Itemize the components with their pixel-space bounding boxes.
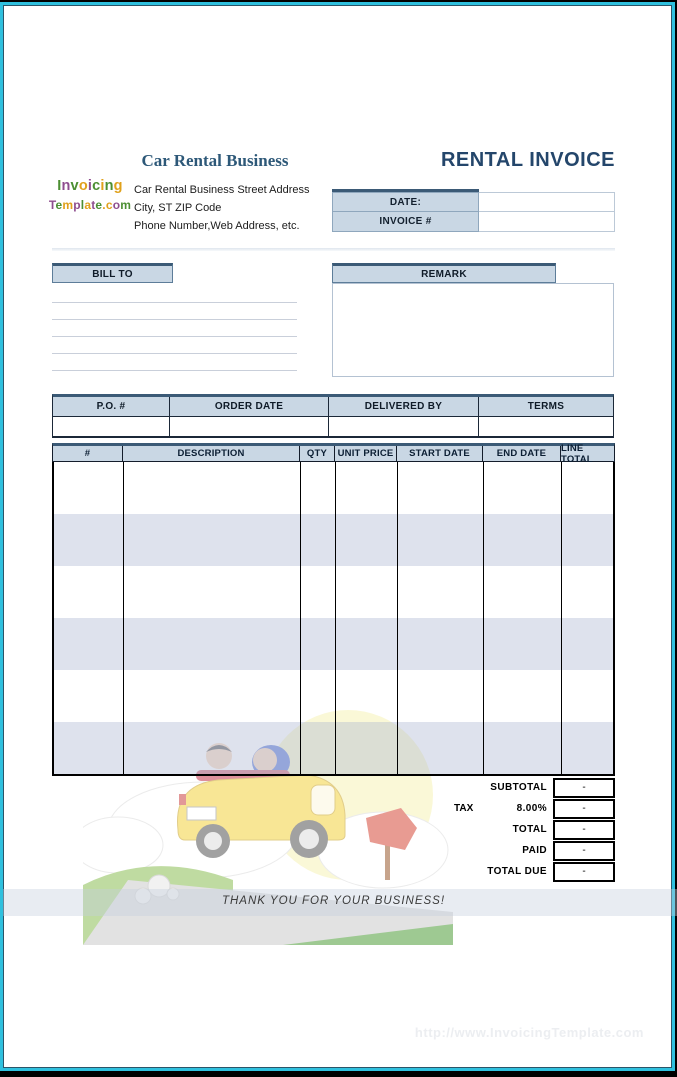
items-body (52, 462, 615, 776)
item-cell[interactable] (562, 462, 613, 514)
item-cell[interactable] (54, 514, 124, 566)
item-cell[interactable] (398, 670, 484, 722)
invoicing-template-logo (45, 177, 135, 215)
address-line1: Car Rental Business Street Address (134, 184, 310, 196)
logo-letter: g (113, 178, 123, 194)
item-cell[interactable] (398, 514, 484, 566)
company-name: Car Rental Business (141, 151, 289, 170)
logo-letter: n (104, 178, 114, 194)
item-cell[interactable] (301, 462, 336, 514)
logo-letter: t (91, 198, 96, 212)
invoice-number-label: INVOICE # (332, 212, 479, 232)
order-header-1: ORDER DATE (170, 397, 329, 416)
order-header-3: TERMS (527, 401, 565, 412)
bill-to-line-5[interactable] (52, 354, 297, 371)
header-divider (52, 248, 615, 251)
item-cell[interactable] (124, 618, 301, 670)
logo-letter: p (73, 198, 81, 212)
logo-letter: c (92, 178, 101, 194)
item-row-6 (54, 722, 613, 774)
order-info-headers (53, 397, 613, 416)
item-cell[interactable] (336, 722, 398, 774)
logo-letter: o (112, 198, 121, 212)
total-label: SUBTOTAL (490, 782, 547, 793)
order-info-values (53, 416, 613, 436)
invoice-page (0, 2, 675, 1071)
line-items-table (52, 443, 615, 776)
item-cell[interactable] (336, 462, 398, 514)
items-column-header-1: DESCRIPTION (123, 446, 300, 461)
item-cell[interactable] (301, 722, 336, 774)
items-column-header-6: LINE TOTAL (561, 442, 593, 465)
invoice-number-field[interactable] (479, 212, 615, 232)
address-line2: City, ST ZIP Code (134, 202, 222, 214)
item-cell[interactable] (124, 722, 301, 774)
item-row-5 (54, 670, 613, 722)
item-cell[interactable] (124, 670, 301, 722)
item-cell[interactable] (484, 722, 562, 774)
logo-letter: c (105, 198, 113, 212)
totals-section (356, 777, 615, 882)
bill-to-lines (52, 286, 297, 371)
invoice-number-row (332, 212, 615, 232)
item-cell[interactable] (336, 566, 398, 618)
item-cell[interactable] (484, 618, 562, 670)
total-row-paid (356, 840, 615, 861)
remark-field[interactable] (332, 283, 614, 377)
total-row-total (356, 819, 615, 840)
thank-you-message: THANK YOU FOR YOUR BUSINESS! (221, 895, 446, 907)
item-row-4 (54, 618, 613, 670)
remark-header: REMARK (332, 263, 556, 283)
item-cell[interactable] (336, 514, 398, 566)
item-cell[interactable] (301, 566, 336, 618)
item-cell[interactable] (562, 670, 613, 722)
item-cell[interactable] (484, 514, 562, 566)
item-cell[interactable] (301, 670, 336, 722)
order-value-field-2[interactable] (329, 417, 479, 436)
item-cell[interactable] (398, 462, 484, 514)
items-column-header-2: QTY (300, 446, 335, 461)
total-label: TOTAL (512, 824, 547, 835)
logo-letter: m (120, 198, 132, 212)
total-label: 8.00% (516, 803, 547, 814)
order-value-field-3[interactable] (479, 417, 613, 436)
item-cell[interactable] (336, 670, 398, 722)
total-value-box[interactable]: - (553, 799, 615, 819)
date-row (332, 192, 615, 212)
items-column-header-4: START DATE (397, 446, 483, 461)
total-row-subtotal (356, 777, 615, 798)
total-label: TOTAL DUE (487, 866, 547, 877)
total-label: PAID (522, 845, 547, 856)
item-cell[interactable] (562, 722, 613, 774)
item-cell[interactable] (484, 670, 562, 722)
bill-to-line-1[interactable] (52, 286, 297, 303)
total-value-box[interactable]: - (553, 841, 615, 861)
item-cell[interactable] (301, 514, 336, 566)
order-value-field-1[interactable] (170, 417, 329, 436)
item-cell[interactable] (54, 722, 124, 774)
watermark-url: http://www.InvoicingTemplate.com (414, 1025, 644, 1040)
item-cell[interactable] (54, 462, 124, 514)
total-row-total-due (356, 861, 615, 882)
logo-letter: . (102, 198, 106, 212)
logo-letter: T (48, 198, 56, 212)
logo-letter: i (100, 178, 105, 194)
invoice-title: RENTAL INVOICE (440, 149, 615, 171)
item-cell[interactable] (398, 566, 484, 618)
items-column-header-0: # (53, 446, 123, 461)
item-cell[interactable] (124, 462, 301, 514)
logo-letter: I (57, 178, 62, 194)
item-row-2 (54, 514, 613, 566)
total-value-box[interactable]: - (553, 820, 615, 840)
item-cell[interactable] (562, 566, 613, 618)
item-cell[interactable] (54, 618, 124, 670)
item-cell[interactable] (562, 618, 613, 670)
item-cell[interactable] (301, 618, 336, 670)
logo-letter: a (84, 198, 92, 212)
item-cell[interactable] (398, 722, 484, 774)
invoice-meta-table (332, 192, 615, 232)
logo-letter: m (62, 198, 74, 212)
logo-letter: e (55, 198, 63, 212)
tax-prefix-label: TAX (454, 803, 474, 814)
date-field[interactable] (479, 192, 615, 212)
order-info-table (52, 394, 614, 438)
item-row-3 (54, 566, 613, 618)
bill-to-header: BILL TO (52, 263, 173, 283)
logo-line2 (45, 196, 135, 215)
logo-letter: l (80, 198, 85, 212)
address-line3: Phone Number,Web Address, etc. (134, 220, 300, 232)
bill-to-line-2[interactable] (52, 303, 297, 320)
items-column-header-5: END DATE (483, 446, 561, 461)
items-column-header-3: UNIT PRICE (335, 446, 397, 461)
total-value-box[interactable]: - (553, 862, 615, 882)
item-cell[interactable] (54, 566, 124, 618)
item-cell[interactable] (124, 514, 301, 566)
bill-to-line-4[interactable] (52, 337, 297, 354)
logo-line1 (45, 177, 135, 196)
company-address (134, 181, 334, 235)
total-row-8.00% (356, 798, 615, 819)
item-cell[interactable] (398, 618, 484, 670)
logo-letter: v (70, 178, 79, 194)
bill-to-line-3[interactable] (52, 320, 297, 337)
item-cell[interactable] (484, 566, 562, 618)
order-header-0: P.O. # (53, 397, 170, 416)
logo-letter: n (61, 178, 71, 194)
item-cell[interactable] (54, 670, 124, 722)
total-value-box[interactable]: - (553, 778, 615, 798)
logo-letter: o (78, 178, 88, 194)
date-label: DATE: (332, 192, 479, 212)
license-plate-shape (187, 807, 216, 820)
order-value-field-0[interactable] (53, 417, 170, 436)
items-header-row (52, 442, 615, 465)
item-cell[interactable] (562, 514, 613, 566)
item-row-1 (54, 462, 613, 514)
item-cell[interactable] (336, 618, 398, 670)
logo-letter: i (87, 178, 93, 194)
logo-letter: e (95, 198, 103, 212)
item-cell[interactable] (124, 566, 301, 618)
item-cell[interactable] (484, 462, 562, 514)
order-header-2: DELIVERED BY (329, 397, 479, 416)
